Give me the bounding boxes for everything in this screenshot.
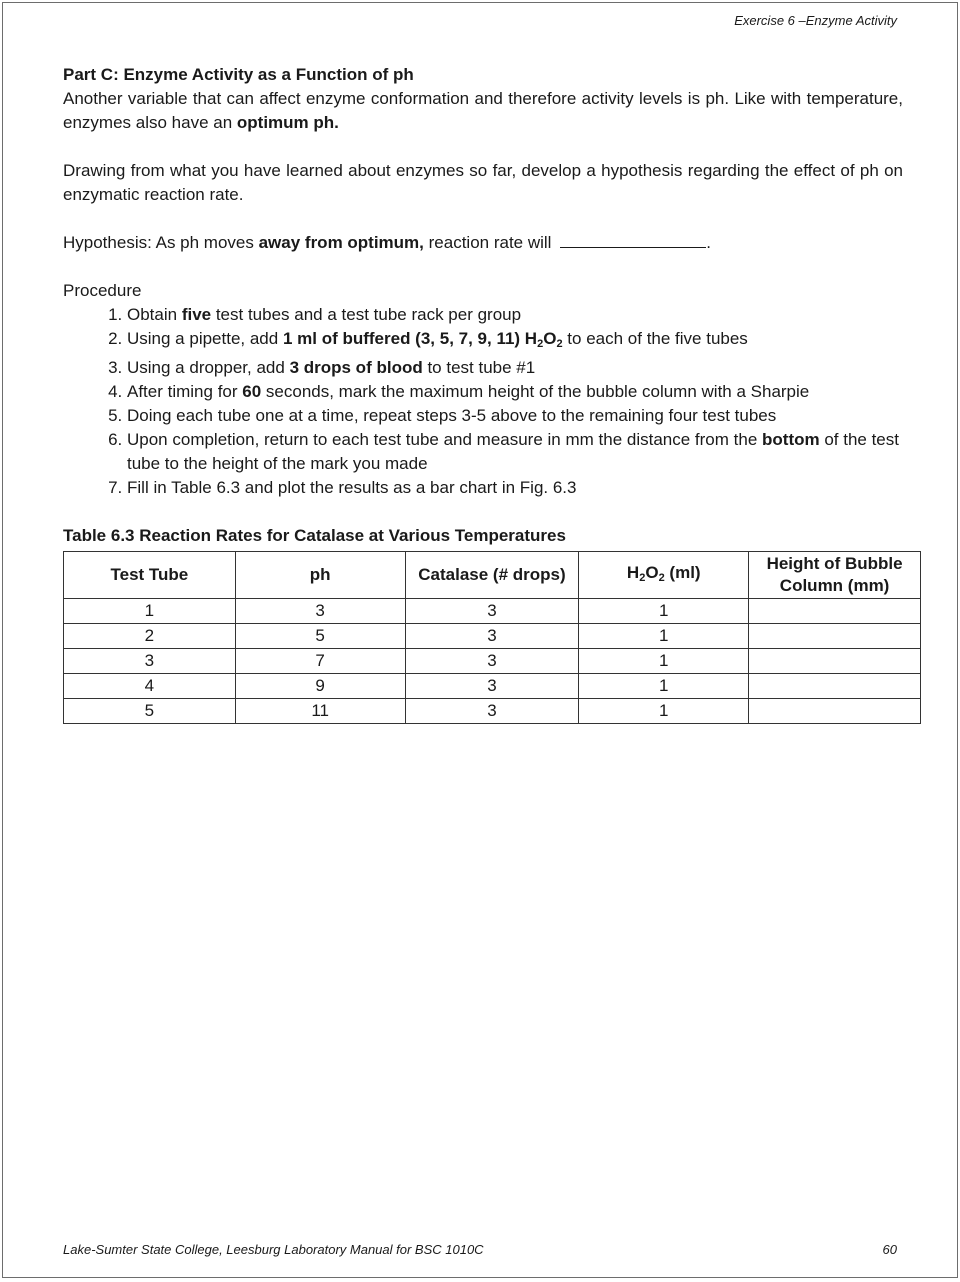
cell-catalase: 3	[405, 649, 579, 674]
procedure-step-5: 5. Doing each tube one at a time, repeat steps 3-5 above to the remaining four test tubes	[127, 404, 903, 428]
table-row	[64, 599, 921, 624]
intro-paragraph: Another variable that can affect enzyme conformation and therefore activity levels is ph. Like with temperature, enzymes also have an optimum ph.	[63, 89, 903, 132]
table-row	[64, 649, 921, 674]
section-heading: Part C: Enzyme Activity as a Function of ph	[63, 65, 414, 84]
header-bubble-height: Height of Bubble Column (mm)	[749, 552, 921, 599]
header-catalase: Catalase (# drops)	[405, 552, 579, 599]
cell-h2o2: 1	[579, 599, 749, 624]
procedure-step-4: 4. After timing for 60 seconds, mark the maximum height of the bubble column with a Sharpie	[127, 380, 903, 404]
header-h2o2: $H_2O_2$ (ml)	[579, 552, 749, 599]
cell-h2o2: 1	[579, 649, 749, 674]
drawing-paragraph: Drawing from what you have learned about enzymes so far, develop a hypothesis regarding the effect of ph on enzymatic reaction rate.	[63, 161, 903, 204]
cell-tube: 1	[64, 599, 236, 624]
cell-ph: 9	[235, 674, 405, 699]
cell-ph: 11	[235, 699, 405, 724]
cell-tube: 5	[64, 699, 236, 724]
header-ph: ph	[235, 552, 405, 599]
cell-tube: 3	[64, 649, 236, 674]
cell-catalase: 3	[405, 599, 579, 624]
cell-bubble-height[interactable]	[749, 624, 921, 649]
cell-bubble-height[interactable]	[749, 699, 921, 724]
procedure-step-1: 1. Obtain five test tubes and a test tube rack per group	[127, 303, 903, 327]
cell-ph: 5	[235, 624, 405, 649]
cell-catalase: 3	[405, 674, 579, 699]
reaction-rate-table	[63, 551, 921, 724]
document-page	[2, 2, 958, 1278]
table-row	[64, 699, 921, 724]
cell-ph: 7	[235, 649, 405, 674]
page-number: 60	[882, 1242, 897, 1257]
cell-bubble-height[interactable]	[749, 649, 921, 674]
cell-tube: 2	[64, 624, 236, 649]
header-test-tube: Test Tube	[64, 552, 236, 599]
page-content	[63, 63, 903, 724]
cell-h2o2: 1	[579, 624, 749, 649]
procedure-step-2: 2. Using a pipette, add 1 ml of buffered (3, 5, 7, 9, 11) $H_2O_2$ to each of the five tubes	[127, 327, 903, 356]
table-header-row	[64, 552, 921, 599]
hypothesis-line: Hypothesis: As ph moves away from optimum, reaction rate will .	[63, 233, 711, 252]
footer-text: Lake-Sumter State College, Leesburg Laboratory Manual for BSC 1010C	[63, 1242, 484, 1257]
procedure-list	[63, 303, 903, 500]
hypothesis-blank[interactable]	[560, 231, 706, 248]
procedure-step-3: 3. Using a dropper, add 3 drops of blood to test tube #1	[127, 356, 903, 380]
cell-ph: 3	[235, 599, 405, 624]
cell-bubble-height[interactable]	[749, 599, 921, 624]
cell-h2o2: 1	[579, 674, 749, 699]
running-head: Exercise 6 –Enzyme Activity	[734, 13, 897, 28]
cell-bubble-height[interactable]	[749, 674, 921, 699]
cell-tube: 4	[64, 674, 236, 699]
procedure-step-6: 6. Upon completion, return to each test tube and measure in mm the distance from the bottom of the test tube to the height of the mark you made	[127, 428, 903, 476]
table-row	[64, 624, 921, 649]
table-caption: Table 6.3 Reaction Rates for Catalase at Various Temperatures	[63, 526, 566, 545]
cell-catalase: 3	[405, 699, 579, 724]
cell-h2o2: 1	[579, 699, 749, 724]
procedure-step-7: 7. Fill in Table 6.3 and plot the results as a bar chart in Fig. 6.3	[127, 476, 903, 500]
procedure-title: Procedure	[63, 281, 142, 300]
table-row	[64, 674, 921, 699]
cell-catalase: 3	[405, 624, 579, 649]
